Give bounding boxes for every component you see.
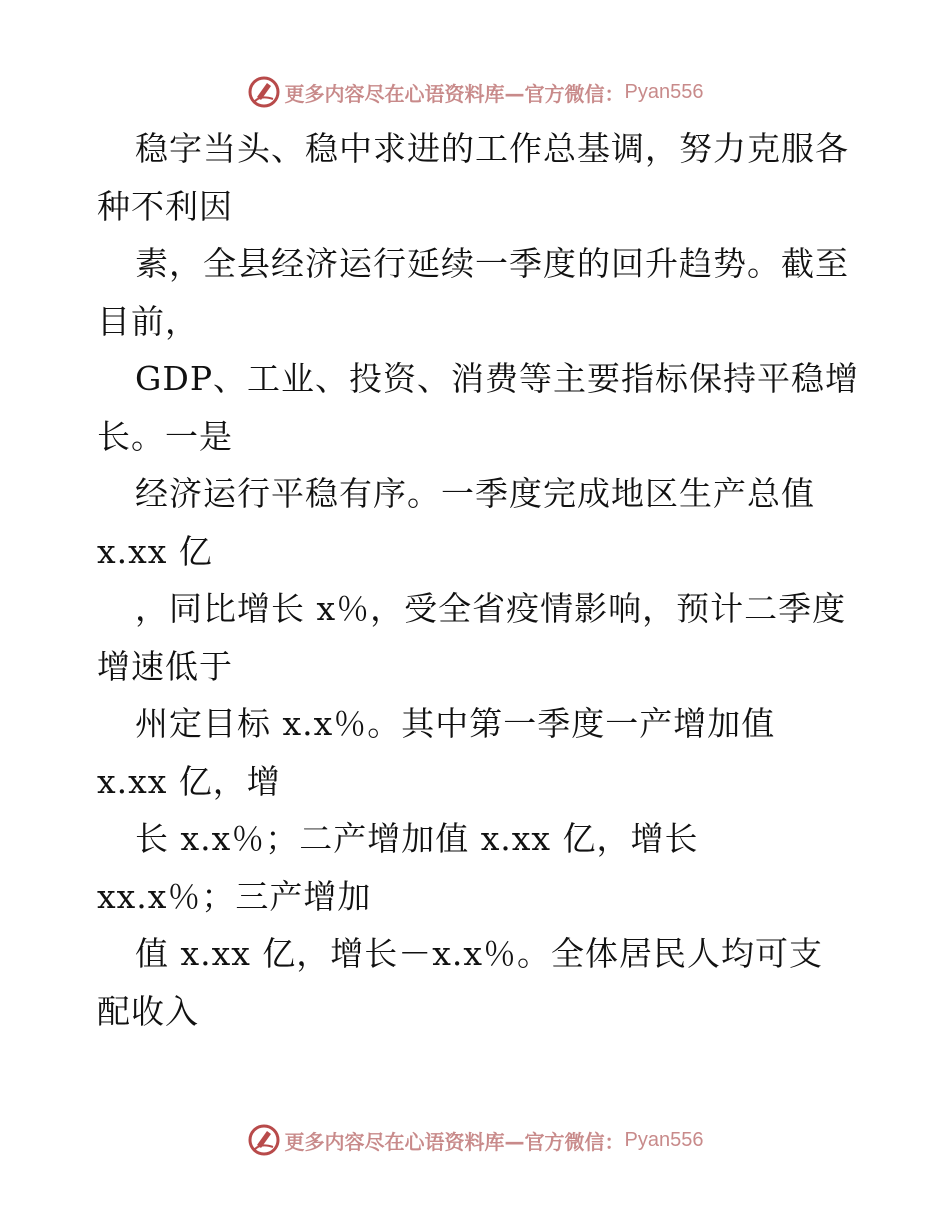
body-line: xx.x％；三产增加: [97, 876, 372, 916]
body-line: 经济运行平稳有序。一季度完成地区生产总值: [135, 474, 815, 513]
red-seal-logo-icon: [247, 75, 281, 109]
body-line: ，同比增长 x％，受全省疫情影响，预计二季度: [135, 589, 847, 628]
footer-wechat-id: Pyan556: [624, 1128, 704, 1151]
body-line: GDP、工业、投资、消费等主要指标保持平稳增: [135, 359, 860, 398]
body-line: 稳字当头、稳中求进的工作总基调，努力克服各: [135, 129, 849, 168]
body-line: 长。一是: [97, 416, 233, 456]
header-wechat-id: Pyan556: [624, 80, 704, 103]
body-line: 素，全县经济运行延续一季度的回升趋势。截至: [135, 244, 849, 283]
footer-banner-text: 更多内容尽在心语资料库—官方微信：: [284, 1129, 625, 1154]
red-seal-logo-icon: [247, 1123, 281, 1157]
body-line: 种不利因: [97, 186, 233, 226]
body-line: 配收入: [97, 991, 199, 1031]
body-line: 州定目标 x.x％。其中第一季度一产增加值: [135, 704, 776, 743]
body-line: 长 x.x％；二产增加值 x.xx 亿，增长: [135, 819, 699, 858]
header-banner: [0, 72, 950, 112]
body-line: 值 x.xx 亿，增长－x.x％。全体居民人均可支: [135, 934, 824, 973]
document-body: [97, 120, 867, 1040]
header-banner-text: 更多内容尽在心语资料库—官方微信：: [284, 81, 625, 106]
body-line: x.xx 亿: [97, 531, 213, 571]
body-line: 增速低于: [97, 646, 233, 686]
body-line: x.xx 亿，增: [97, 761, 281, 801]
footer-banner: [0, 1120, 950, 1160]
body-line: 目前，: [97, 301, 199, 341]
